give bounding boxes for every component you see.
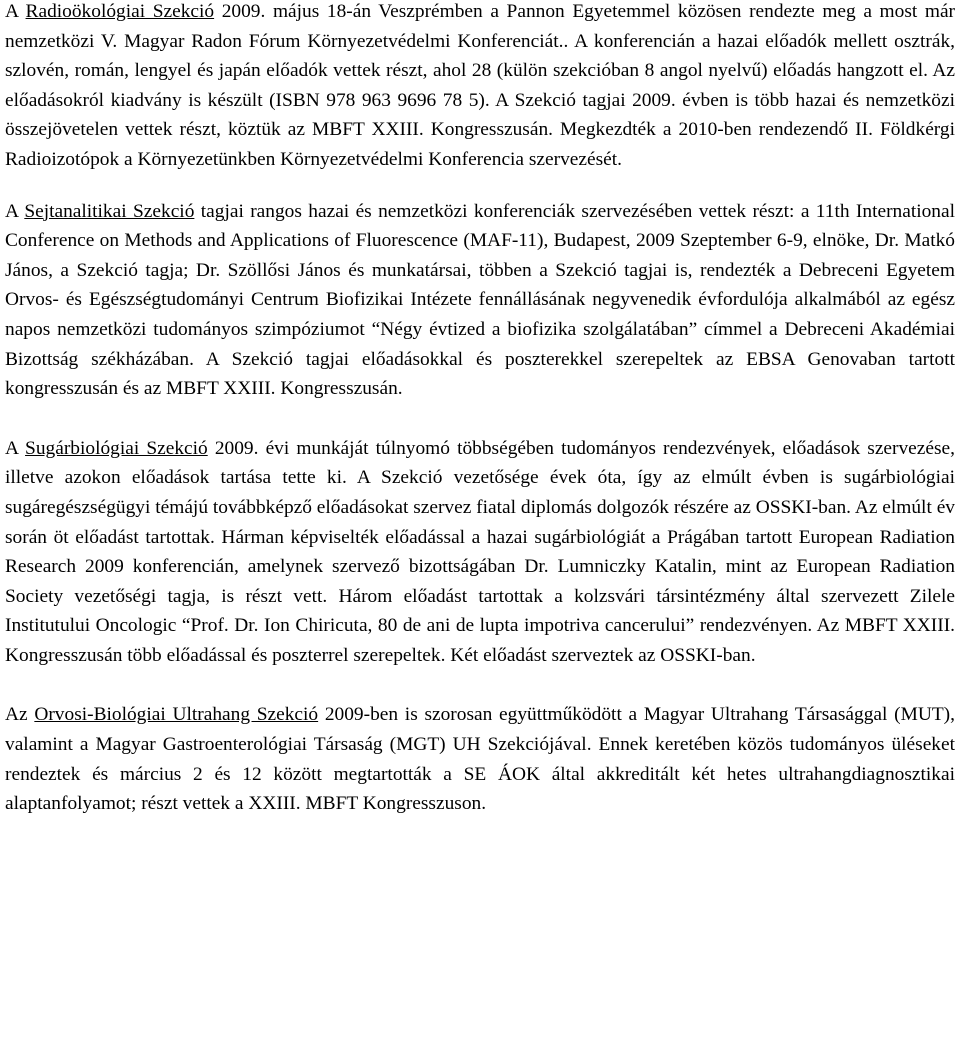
section-link-sugarbiologiai[interactable]: Sugárbiológiai Szekció (25, 437, 208, 459)
section-link-radiookologiai[interactable]: Radioökológiai Szekció (25, 1, 215, 22)
document-page (5, 0, 955, 819)
paragraph-text: tagjai rangos hazai és nemzetközi konferenciák szervezésében vettek részt: a 11th International Conference on Methods and Applications of Fluorescence (MAF-11), Budapest, 2009 Szeptember 6-9, elnöke, Dr. Matkó János, a Szekció tagja; Dr. Szöllősi János és munkatársai, többen a Szekció tagjai is, rendezték a Debreceni Egyetem Orvos- és Egészségtudományi Centrum Biofizikai Intézete fennállásának negyvenedik évfordulója alkalmából az egész napos nemzetközi tudományos szimpóziumot “Négy évtized a biofizika szolgálatában” címmel a Debreceni Akadémiai Bizottság székházában. A Szekció tagjai előadásokkal és poszterekkel szerepeltek az EBSA Genovaban tartott kongresszusán és az MBFT XXIII. Kongresszusán. (5, 200, 955, 400)
section-link-sejtanalitikai[interactable]: Sejtanalitikai Szekció (24, 200, 195, 222)
paragraph-lead: Az (5, 704, 35, 726)
paragraph-lead: A (5, 437, 26, 459)
paragraph-ultrasound (5, 700, 955, 818)
paragraph-lead: A (5, 1, 26, 22)
paragraph-cell-analytics (5, 197, 955, 404)
paragraph-text: 2009-ben is szorosan együttműködött a Magyar Ultrahang Társasággal (MUT), valamint a Magyar Gastroenterológiai Társaság (MGT) UH Szekciójával. Ennek keretében közös tudományos üléseket rendeztek és március 2 és 12 között megtartották a SE ÁOK által akkreditált két hetes ultrahangdiagnosztikai alaptanfolyamot; részt vettek a XXIII. MBFT Kongresszuson. (5, 704, 955, 815)
section-link-ultrahang[interactable]: Orvosi-Biológiai Ultrahang Szekció (34, 704, 319, 726)
paragraph-radioecology (5, 0, 955, 175)
paragraph-text: 2009. évi munkáját túlnyomó többségében tudományos rendezvények, előadások szervezése, illetve azokon előadások tartása tette ki. A Szekció vezetősége évek óta, így az elmúlt évben is sugárbiológiai sugáregészségügyi témájú továbbképző előadásokat szervez fiatal diplomás dolgozók részére az OSSKI-ban. Az elmúlt év során öt előadást tartottak. Hárman képviselték előadással a hazai sugárbiológiát a Prágában tartott European Radiation Research 2009 konferencián, amelynek szervező bizottságában Dr. Lumniczky Katalin, mint az European Radiation Society vezetőségi tagja, is részt vett. Három előadást tartottak a kolzsvári társintézmény által szervezett Zilele Institutului Oncologic “Prof. Dr. Ion Chiricuta, 80 de ani de lupta impotriva cancerului” rendezvényen. Az MBFT XXIII. Kongresszusán több előadással és poszterrel szerepeltek. Két előadást szerveztek az OSSKI-ban. (5, 437, 956, 666)
paragraph-lead: A (5, 200, 25, 222)
paragraph-text: 2009. május 18-án Veszprémben a Pannon Egyetemmel közösen rendezte meg a most már nemzetközi V. Magyar Radon Fórum Környezetvédelmi Konferenciát.. A konferencián a hazai előadók mellett osztrák, szlovén, román, lengyel és japán előadók vettek részt, ahol 28 (külön szekcióban 8 angol nyelvű) előadás hangzott el. Az előadásokról kiadvány is készült (ISBN 978 963 9696 78 5). A Szekció tagjai 2009. évben is több hazai és nemzetközi összejövetelen vettek részt, köztük az MBFT XXIII. Kongresszusán. Megkezdték a 2010-ben rendezendő II. Földkérgi Radioizotópok a Környezetünkben Környezetvédelmi Konferencia szervezését. (5, 1, 956, 170)
paragraph-radiobiology (5, 434, 955, 671)
